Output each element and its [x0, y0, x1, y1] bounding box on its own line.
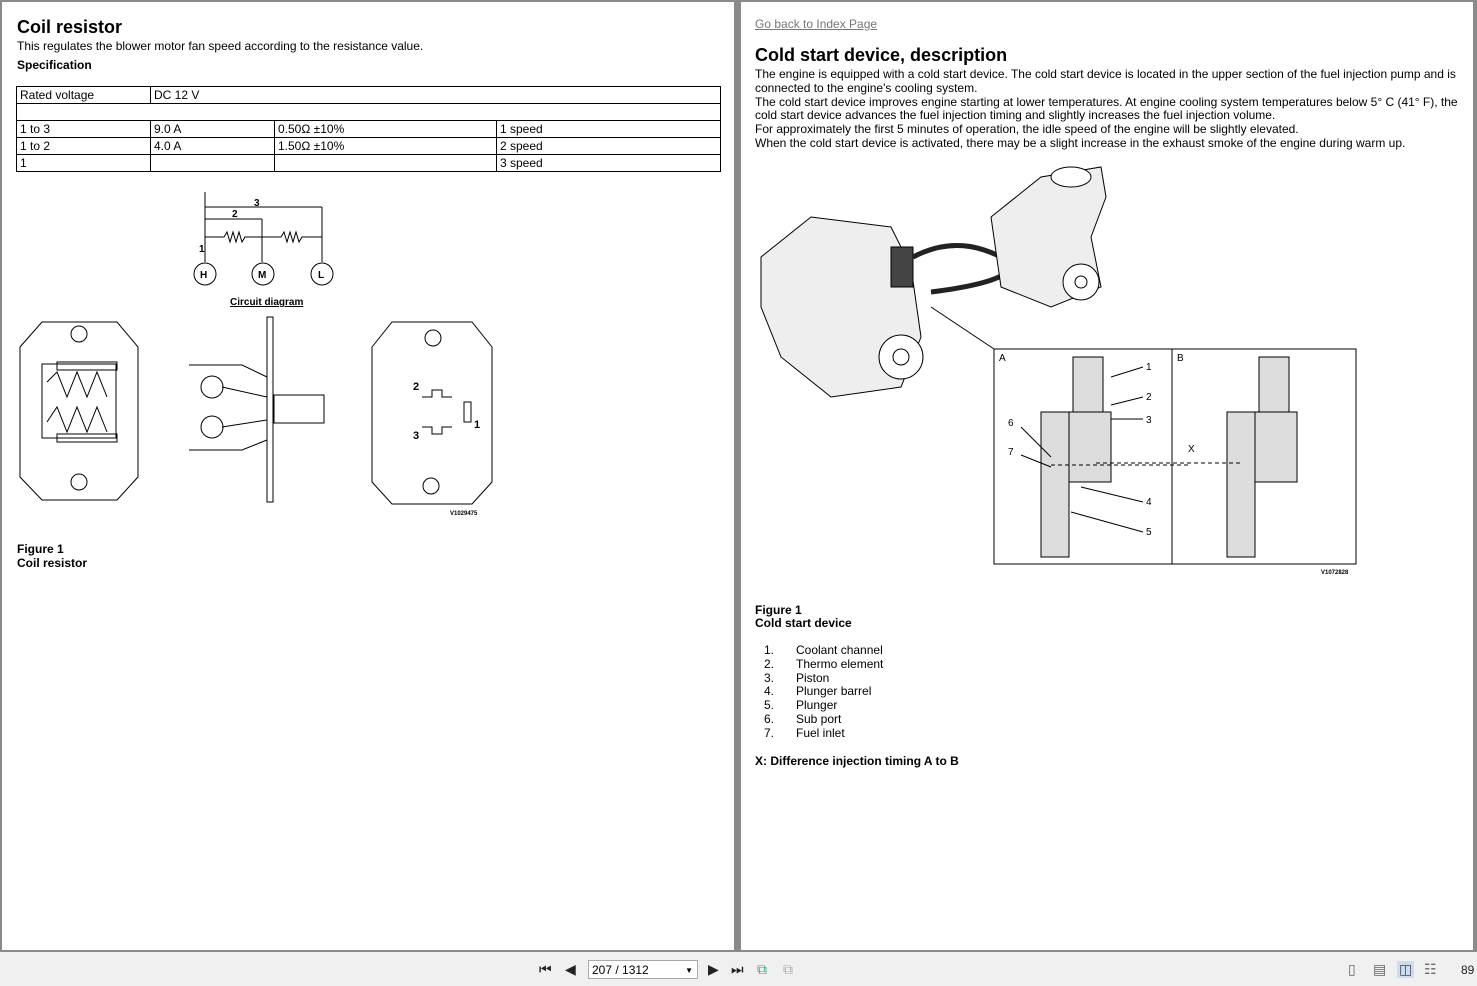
- timing-note: X: Difference injection timing A to B: [755, 754, 959, 768]
- callout: 1: [1146, 362, 1152, 373]
- last-page-icon[interactable]: ⏭: [731, 961, 744, 977]
- go-forward-icon[interactable]: ⧉: [783, 961, 793, 977]
- page-title: Cold start device, description: [755, 45, 1008, 65]
- table-cell: 4.0 A: [151, 138, 275, 155]
- page-title: Coil resistor: [17, 17, 123, 37]
- item-number: 1.: [764, 643, 775, 657]
- figure-code: V1072828: [1321, 570, 1349, 576]
- paragraph: The cold start device improves engine starting at lower temperatures. At engine cooling system temperatures below 5° C (41° F), the cold start device advances the fuel injection timing and slightly increases the fuel injection volume.: [755, 94, 1458, 123]
- label-m: M: [258, 270, 267, 281]
- table-cell: 9.0 A: [151, 121, 275, 138]
- chevron-down-icon[interactable]: ▼: [685, 966, 693, 975]
- list-item: [764, 644, 883, 658]
- item-number: 2.: [764, 656, 775, 671]
- continuous-page-icon[interactable]: ▤: [1373, 961, 1387, 977]
- panel-b-label: B: [1177, 353, 1184, 364]
- table-cell: 1 speed: [497, 121, 721, 138]
- circuit-caption: Circuit diagram: [230, 297, 304, 308]
- table-cell: 1 to 2: [17, 138, 151, 155]
- table-cell: [17, 104, 721, 121]
- panel-a-label: A: [999, 353, 1006, 364]
- figure-label: Figure 1: [755, 603, 802, 617]
- table-cell: Rated voltage: [17, 87, 151, 104]
- go-back-icon[interactable]: ⧉: [757, 961, 767, 977]
- cold-start-device-figure: [751, 157, 1361, 577]
- view-label-3: 3: [413, 430, 420, 442]
- item-number: 6.: [764, 711, 775, 726]
- table-cell: [151, 155, 275, 172]
- next-page-icon[interactable]: ▶: [708, 961, 719, 977]
- list-item: [764, 658, 883, 672]
- label-3: 3: [254, 198, 260, 209]
- table-cell: 0.50Ω ±10%: [275, 121, 497, 138]
- label-1: 1: [199, 244, 205, 255]
- item-text: Coolant channel: [796, 643, 883, 657]
- item-text: Piston: [796, 670, 830, 685]
- table-cell: 1: [17, 155, 151, 172]
- item-text: Plunger: [796, 698, 838, 713]
- table-row: [17, 87, 721, 104]
- item-text: Plunger barrel: [796, 684, 872, 699]
- back-to-index-link[interactable]: Go back to Index Page: [755, 17, 878, 31]
- right-page: [741, 2, 1473, 950]
- list-item: [764, 727, 883, 741]
- two-page-continuous-icon[interactable]: ☷: [1424, 961, 1437, 977]
- list-item: [764, 699, 883, 713]
- table-row: [17, 121, 721, 138]
- list-item: [764, 685, 883, 699]
- viewer-toolbar: [0, 952, 1477, 986]
- item-text: Fuel inlet: [796, 725, 845, 740]
- view-label-1: 1: [474, 419, 481, 431]
- label-l: L: [318, 270, 325, 281]
- page-number-value: 207 / 1312: [592, 963, 649, 977]
- list-item: [764, 672, 883, 686]
- description: [755, 68, 1465, 151]
- callout: 5: [1146, 527, 1152, 538]
- x-marker: X: [1188, 444, 1195, 455]
- label-2: 2: [232, 209, 238, 220]
- coil-resistor-figure: [2, 182, 522, 522]
- previous-page-icon[interactable]: ◀: [565, 961, 576, 977]
- figure-label: Figure 1: [17, 542, 64, 556]
- callout: 7: [1008, 447, 1014, 458]
- spec-table: [16, 86, 721, 172]
- list-item: [764, 713, 883, 727]
- item-text: Sub port: [796, 711, 842, 726]
- first-page-icon[interactable]: ⏮: [539, 961, 552, 977]
- paragraph: When the cold start device is activated, there may be a slight increase in the exhaust smoke of the engine during warm up.: [755, 135, 1406, 150]
- zoom-level[interactable]: 89: [1461, 963, 1475, 977]
- item-number: 7.: [764, 725, 775, 740]
- legend-list: [764, 644, 883, 741]
- table-cell: 1 to 3: [17, 121, 151, 138]
- table-row: [17, 138, 721, 155]
- two-page-icon[interactable]: ◫: [1399, 961, 1413, 977]
- figure-caption: Coil resistor: [17, 556, 88, 570]
- label-h: H: [200, 270, 208, 281]
- callout: 6: [1008, 418, 1014, 429]
- item-number: 5.: [764, 698, 775, 713]
- table-cell: 2 speed: [497, 138, 721, 155]
- table-row: [17, 155, 721, 172]
- item-number: 4.: [764, 684, 775, 699]
- description: This regulates the blower motor fan speed according to the resistance value.: [17, 39, 424, 53]
- table-row: [17, 104, 721, 121]
- callout: 3: [1146, 415, 1152, 426]
- view-label-2: 2: [413, 381, 420, 393]
- page-number-input[interactable]: [588, 960, 698, 979]
- callout: 4: [1146, 497, 1152, 508]
- single-page-icon[interactable]: ▯: [1348, 961, 1356, 977]
- item-number: 3.: [764, 670, 775, 685]
- paragraph: For approximately the first 5 minutes of operation, the idle speed of the engine will be slightly elevated.: [755, 122, 1299, 137]
- table-cell: [275, 155, 497, 172]
- figure-caption: Cold start device: [755, 616, 852, 630]
- item-text: Thermo element: [796, 656, 884, 671]
- left-page: [2, 2, 734, 950]
- paragraph: The engine is equipped with a cold start device. The cold start device is located in the upper section of the fuel injection pump and is connected to the engine's cooling system.: [755, 67, 1456, 95]
- table-cell: DC 12 V: [151, 87, 721, 104]
- table-cell: 3 speed: [497, 155, 721, 172]
- spec-heading: Specification: [17, 58, 92, 72]
- figure-code: V1029475: [450, 511, 478, 517]
- table-cell: 1.50Ω ±10%: [275, 138, 497, 155]
- callout: 2: [1146, 392, 1152, 403]
